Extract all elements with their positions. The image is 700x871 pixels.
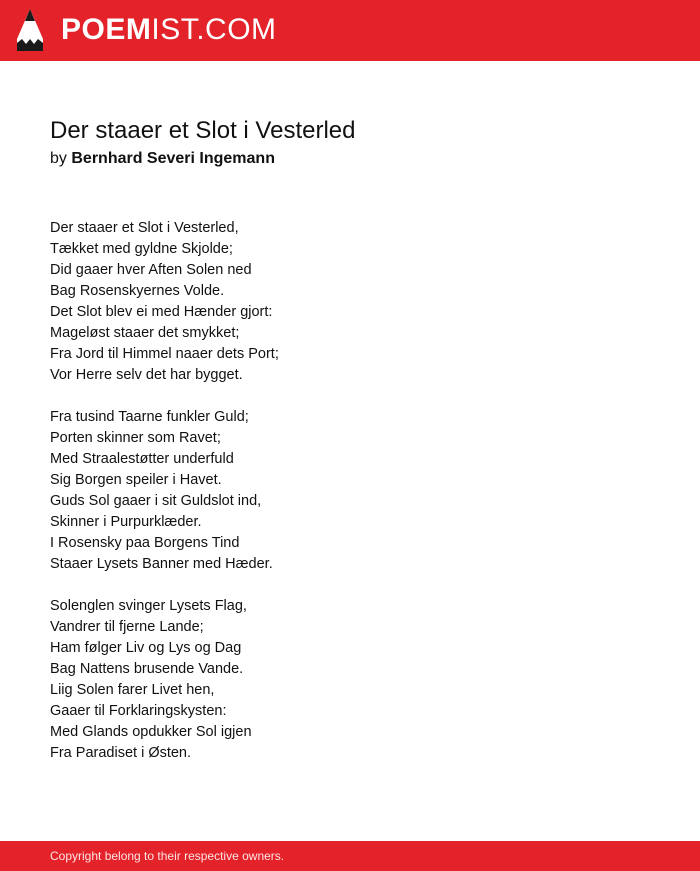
poem-line: Solenglen svinger Lysets Flag, xyxy=(50,598,247,614)
poem-line: Vandrer til fjerne Lande; xyxy=(50,619,204,635)
poem-line: Det Slot blev ei med Hænder gjort: xyxy=(50,304,273,320)
poem-line: Did gaaer hver Aften Solen ned xyxy=(50,262,252,278)
pencil-tip-icon[interactable] xyxy=(17,9,43,51)
poem-line: Tækket med gyldne Skjolde; xyxy=(50,241,233,257)
poem-line: Ham følger Liv og Lys og Dag xyxy=(50,640,242,656)
poem-line: Sig Borgen speiler i Havet. xyxy=(50,472,222,488)
poem-line: Staaer Lysets Banner med Hæder. xyxy=(50,556,273,572)
site-logo[interactable] xyxy=(61,13,277,47)
poem-line: Gaaer til Forklaringskysten: xyxy=(50,703,227,719)
poem-stanza xyxy=(50,218,650,386)
poem-line: Vor Herre selv det har bygget. xyxy=(50,367,243,383)
poem-line: Mageløst staaer det smykket; xyxy=(50,325,240,341)
by-label: by xyxy=(50,150,67,167)
poem-line: Fra Jord til Himmel naaer dets Port; xyxy=(50,346,279,362)
poem-line: Med Glands opdukker Sol igjen xyxy=(50,724,252,740)
poem-stanza xyxy=(50,596,650,764)
poem-line: Bag Rosenskyernes Volde. xyxy=(50,283,225,299)
footer-bar xyxy=(0,841,700,871)
poem-line: Liig Solen farer Livet hen, xyxy=(50,682,215,698)
poem-line: Skinner i Purpurklæder. xyxy=(50,514,202,530)
logo-bold-part: POEM xyxy=(61,13,152,46)
author-name[interactable]: Bernhard Severi Ingemann xyxy=(71,150,275,167)
byline xyxy=(50,148,275,170)
poem-line: Fra Paradiset i Østen. xyxy=(50,745,192,761)
poem-body xyxy=(50,218,650,785)
poem-line: Porten skinner som Ravet; xyxy=(50,430,221,446)
poem-title: Der staaer et Slot i Vesterled xyxy=(50,117,356,144)
poem-stanza xyxy=(50,407,650,575)
poem-line: Guds Sol gaaer i sit Guldslot ind, xyxy=(50,493,262,509)
poem-line: Fra tusind Taarne funkler Guld; xyxy=(50,409,249,425)
poem-line: Med Straalestøtter underfuld xyxy=(50,451,234,467)
header-bar xyxy=(0,0,700,61)
poem-line: Bag Nattens brusende Vande. xyxy=(50,661,244,677)
poem-line: I Rosensky paa Borgens Tind xyxy=(50,535,240,551)
copyright-text: Copyright belong to their respective owners. xyxy=(50,849,285,863)
logo-light-part: IST.COM xyxy=(151,13,277,46)
poem-line: Der staaer et Slot i Vesterled, xyxy=(50,220,239,236)
